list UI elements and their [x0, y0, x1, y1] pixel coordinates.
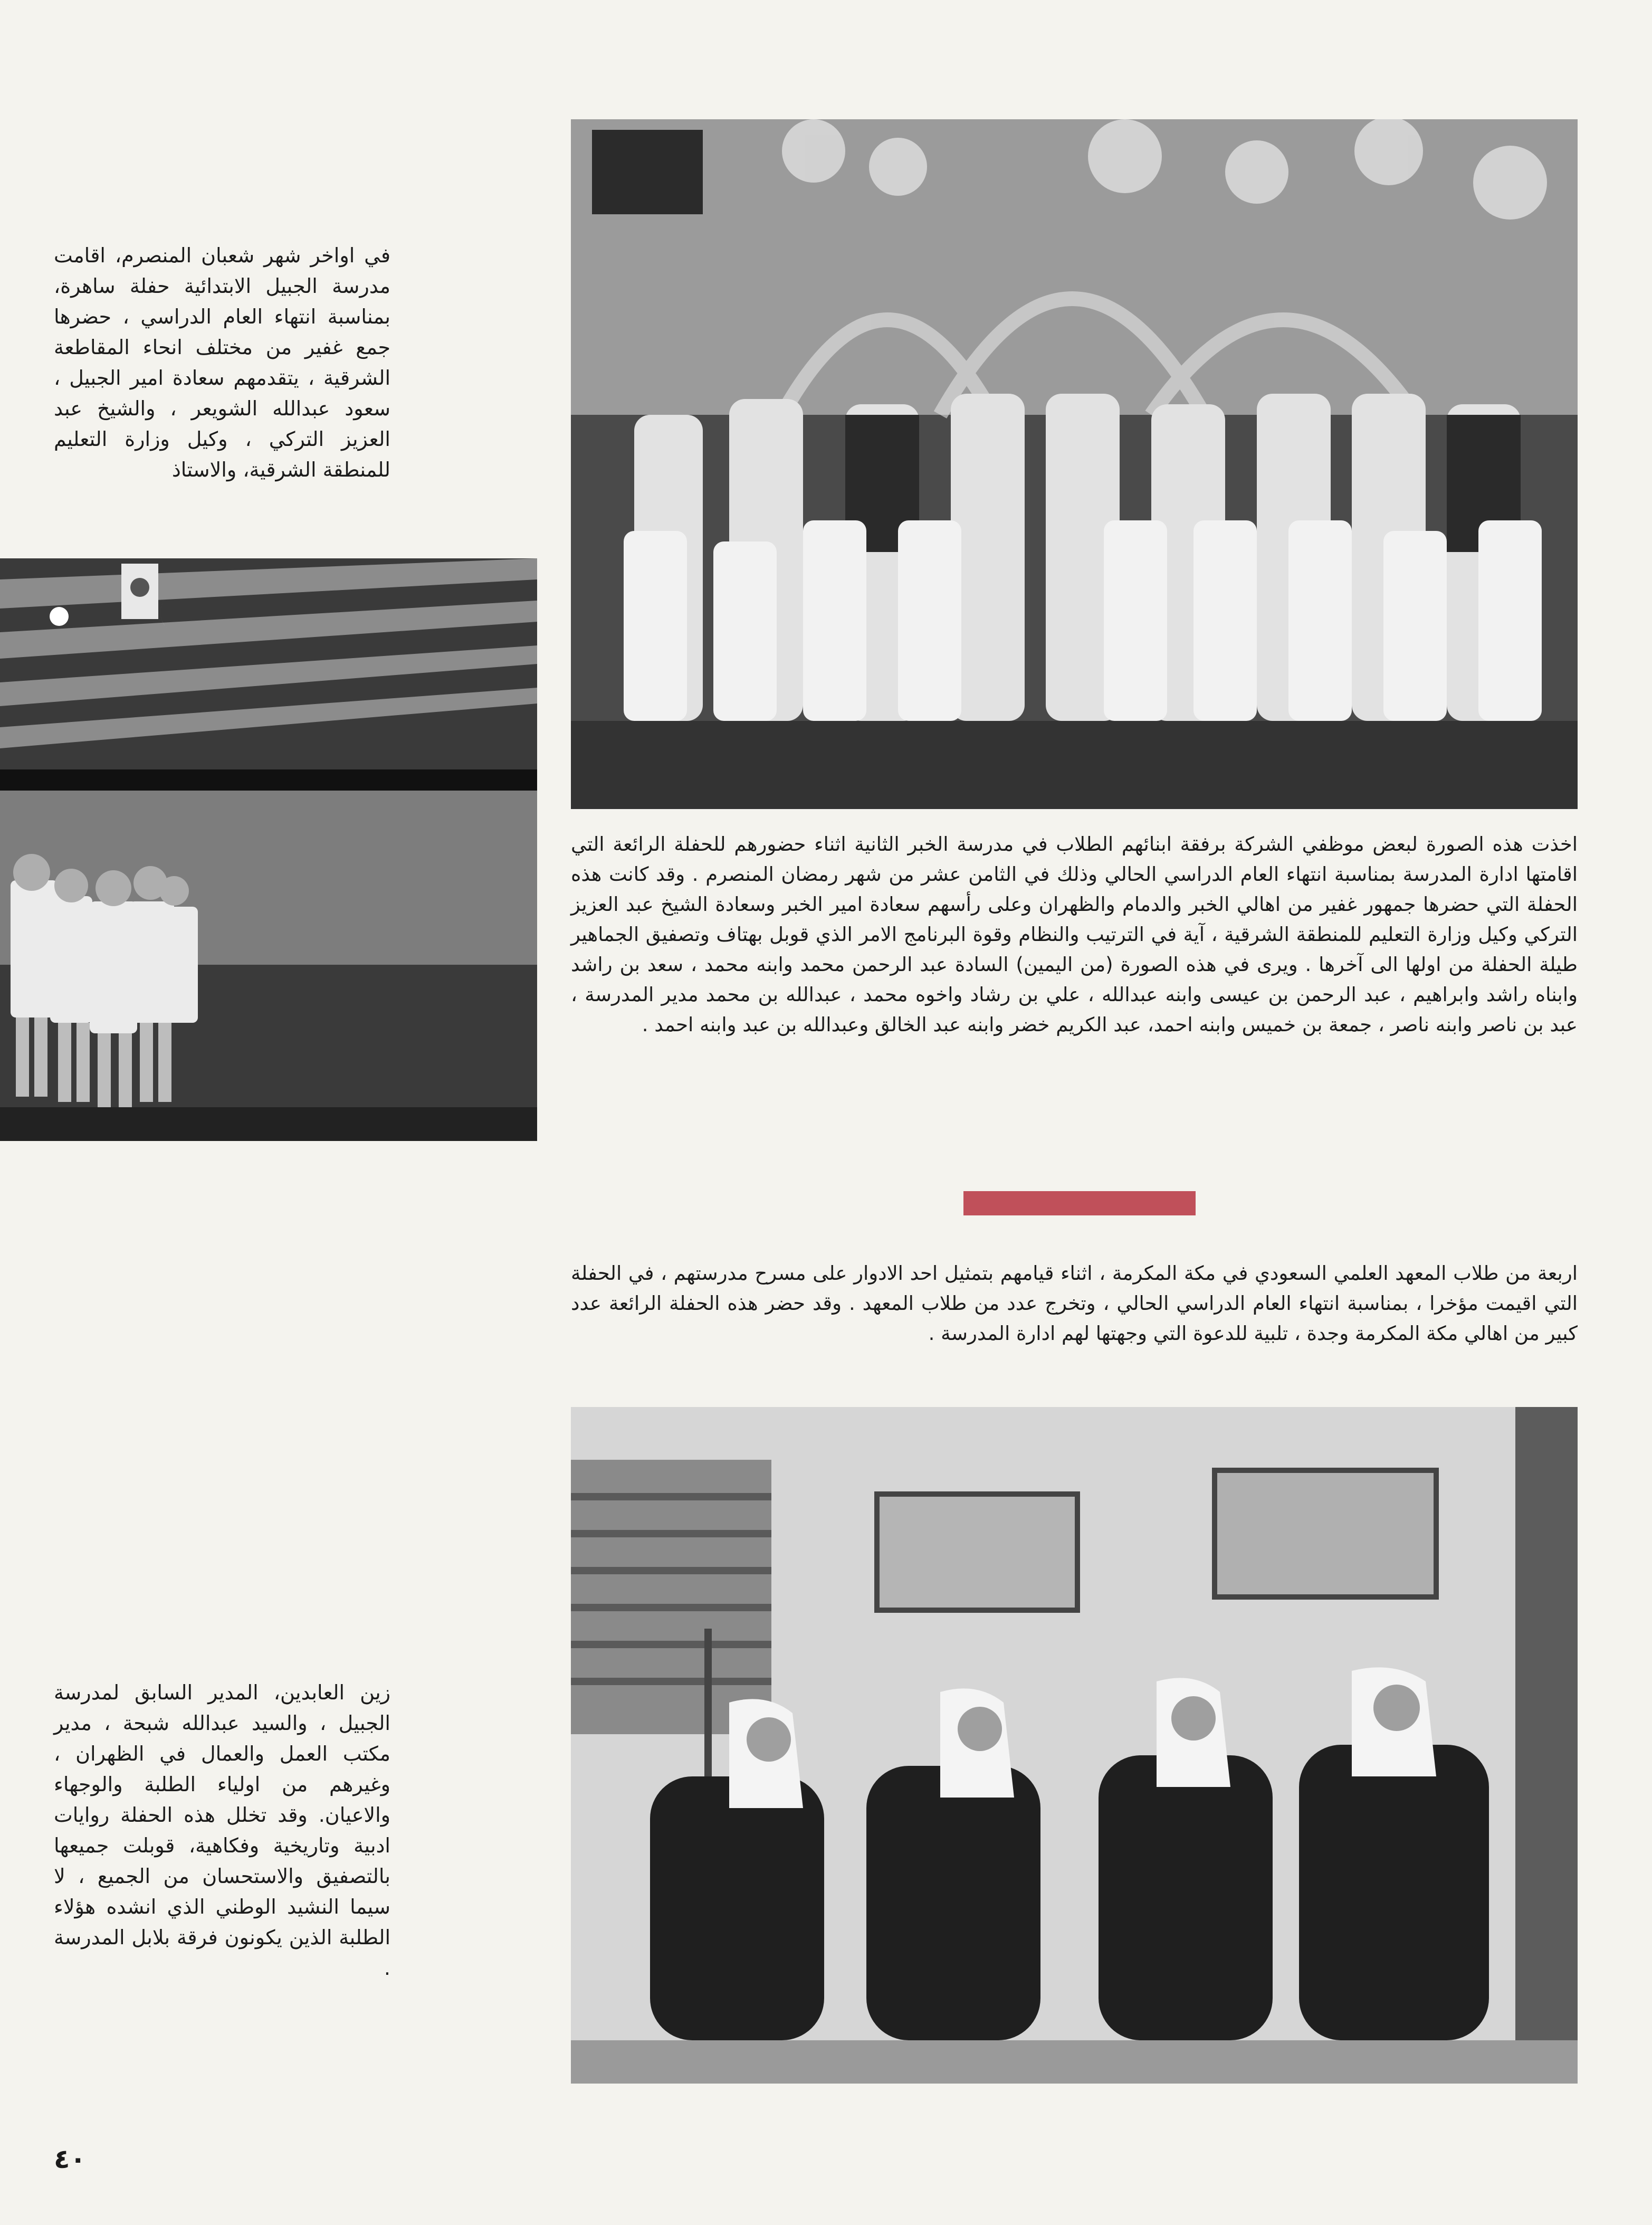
choir-students-photo [0, 558, 537, 1141]
four-students-stage-photo [571, 1407, 1578, 2084]
bottom-photo-caption [571, 1258, 1578, 1348]
left-top-paragraph: في اواخر شهر شعبان المنصرم، اقامت مدرسة الجبيل الابتدائية حفلة ساهرة، بمناسبة انتهاء العام الدراسي ، حضرها جمع غفير من مختلف انحاء المقاطعة الشرقية ، يتقدمهم سعادة امير الجبيل ، سعود عبدالله الشويعر ، والشيخ عبد العزيز التركي ، وكيل وزارة التعليم للمنطقة الشرقية، والاستاذ [54, 244, 390, 481]
left-top-article-text [54, 240, 390, 485]
section-divider-bar [963, 1191, 1196, 1215]
left-bottom-paragraph: زين العابدين، المدير السابق لمدرسة الجبيل ، والسيد عبدالله شبحة ، مدير مكتب العمل والعمال في الظهران ، وغيرهم من اولياء الطلبة والوجهاء والاعيان. وقد تخلل هذه الحفلة روايات ادبية وتاريخية وفكاهية، قوبلت جميعها بالتصفيق والاستحسان من الجميع ، لا سيما النشيد الوطني الذي انشده هؤلاء الطلبة الذين يكونون فرقة بلابل المدرسة . [54, 1681, 390, 1980]
page-number: ٤٠ [54, 2144, 87, 2174]
top-caption-paragraph: اخذت هذه الصورة لبعض موظفي الشركة برفقة ابنائهم الطلاب في مدرسة الخبر الثانية اثناء حضورهم للحفلة الرائعة التي اقامتها ادارة المدرسة بمناسبة انتهاء العام الدراسي الحالي وذلك في الثامن عشر من شهر رمضان المنصرم . وقد كانت هذه الحفلة التي حضرها جمهور غفير من اهالي الخبر والدمام والظهران وعلى رأسهم سعادة امير الخبر وسعادة الشيخ عبد العزيز التركي وكيل وزارة التعليم للمنطقة الشرقية ، آية في الترتيب والنظام وقوة البرنامج الامر الذي قوبل بهتاف وتصفيق الجماهير طيلة الحفلة من اولها الى آخرها . ويرى في هذه الصورة (من اليمين) السادة عبد الرحمن محمد وابنه محمد ، سعد بن راشد وابناه راشد وابراهيم ، عبد الرحمن بن عيسى وابنه عبدالله ، علي بن رشاد واخوه محمد ، عبدالله بن محمد مدير المدرسة ، عبد بن ناصر وابنه ناصر ، جمعة بن خميس وابنه احمد، عبد الكريم خضر وابنه عبد الخالق وعبدالله بن عبد وابنه احمد . [571, 833, 1578, 1036]
top-photo-caption [571, 829, 1578, 1040]
bottom-caption-paragraph: اربعة من طلاب المعهد العلمي السعودي في مكة المكرمة ، اثناء قيامهم بتمثيل احد الادوار على مسرح مدرستهم ، في الحفلة التي اقيمت مؤخرا ، بمناسبة انتهاء العام الدراسي الحالي ، وتخرج عدد من طلاب المعهد . وقد حضر هذه الحفلة الرائعة عدد كبير من اهالي مكة المكرمة وجدة ، تلبية للدعوة التي وجهتها لهم ادارة المدرسة . [571, 1262, 1578, 1345]
employees-with-sons-photo [571, 119, 1578, 809]
left-bottom-article-text [54, 1677, 390, 1983]
